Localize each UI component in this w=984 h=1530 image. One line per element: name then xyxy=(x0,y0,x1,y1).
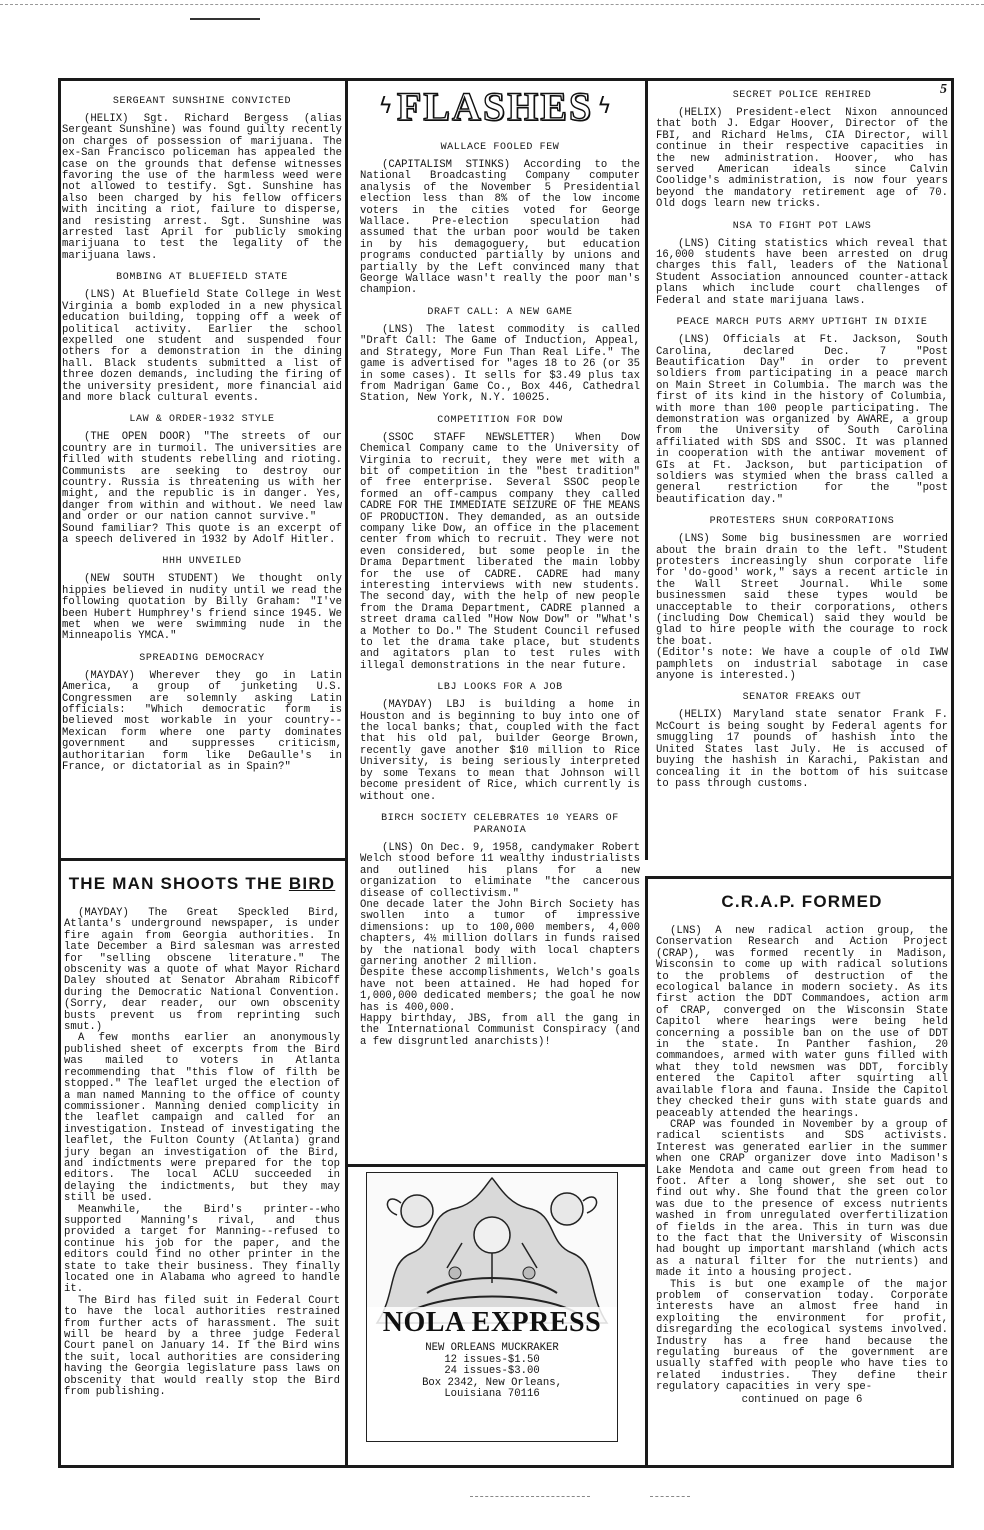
article-body: (NEW SOUTH STUDENT) We thought only hippies believed in nudity until we read the following quotation by Billy Graham: "I've been Hubert Humphrey's friend since 1945. We met when we were swimming nude in the Minneapolis YMCA." xyxy=(62,573,342,643)
column-divider-left xyxy=(345,80,348,860)
flashes-title: FLASHES xyxy=(396,83,594,129)
article-headline: HHH UNVEILED xyxy=(162,556,242,568)
article-protesters-shun xyxy=(656,516,948,682)
article-headline: NSA TO FIGHT POT LAWS xyxy=(732,220,872,232)
article-secret-police xyxy=(656,90,948,211)
crap-box-top xyxy=(645,876,953,879)
flashes-masthead xyxy=(352,84,638,128)
continued-note: continued on page 6 xyxy=(741,1393,863,1406)
article-headline: SERGEANT SUNSHINE CONVICTED xyxy=(112,96,292,107)
article-body: (LNS) On Dec. 9, 1958, candymaker Robert Welch stood before 11 wealthy industrialists and outlined his plans for a new organization to eliminate "the cancerous disease of collectivism." One decade later the John Birch Society has swollen into a tumor of impressive dimensions: up to 100,000 members, 4,000 chapters, 4½ million dollars in funds raised by the national body with local chapters garnering another 2 million. Despite these accomplishments, Welch's goals have not been attained. He had hoped for 1,000,000 dedicated members; the goal he now has is 400,000. Happy birthday, JBS, from all the gang in the International Communist Conspiracy (and a few disgruntled anarchists)! xyxy=(360,841,640,1048)
article-draft-call xyxy=(360,307,640,405)
article-headline: WALLACE FOOLED FEW xyxy=(440,142,560,153)
article-peace-march xyxy=(656,317,948,506)
article-headline: SECRET POLICE REHIRED xyxy=(732,90,872,101)
crap-story xyxy=(656,884,948,1466)
bird-paragraph: A few months earlier an anonymously published sheet of excerpts from the Bird was mailed to voters in Atlanta recommending that "this flow of filth be stopped." The leaflet urged the election of a man named Manning to the office of county commissioner. Manning denied complicity in the leaflet campaign and called for an investigation. Instead of investigating the leaflet, the Fulton County (Atlanta) grand jury began an investigation of the Bird, and indictments were prepared for the top editors. The local ACLU succeeded in delaying the indictments, but they may still be used. xyxy=(64,1032,340,1205)
article-body: (SSOC STAFF NEWSLETTER) When Dow Chemical Company came to the University of Virginia to recruit, they were met with a bit of competition in the "best tradition" of free enterprise. Several SSOC people formed an off-campus company they called CADRE FOR THE IMMEDIATE SEIZURE OF THE MEANS OF PRODUCTION. They demanded, as an outside company like Dow, an office in the placement center from which to recruit. They were not even considered, but some people in the Drama Department liberated the main lobby for the use of CADRE. CADRE had many interesting interviews with new students. The second day, with the help of new people from the Drama Department, CADRE planned a street drama called "How Now Dow" or "What's a Mother to Do." The Student Council refused to let the drama take place, but students and agitators plan to test rules with illegal demonstrations in the near future. xyxy=(360,431,640,672)
article-hhh-unveiled xyxy=(62,556,342,642)
article-body: (CAPITALISM STINKS) According to the National Broadcasting Company computer analysis of the November 5 Presidential election less than 8% of the low income voters in the cities voted for George Wallace. Pre-election speculation had assumed that the urban poor would be taken in by his demagoguery, but education programs conducted partially by unions and partially by the Left convinced many that George Wallace wasn't really the poor man's champion. xyxy=(360,159,640,297)
article-body: (LNS) Some big businessmen are worried about the brain drain to the left. "Student protesters increasingly shun corporate life for 'do-good' work," says a recent article in the Wall Street Journal. While some businessmen said these types would be unacceptable to their corporations, others (including Dow Chemical) said they would be glad to hire people with the courage to rock the boat. (Editor's note: We have a couple of old IWW pamphlets on industrial sabotage in case anyone is interested.) xyxy=(656,533,948,683)
article-senator-freaks xyxy=(656,692,948,790)
crap-story-headline: C.R.A.P. FORMED xyxy=(721,892,883,911)
article-headline: LBJ LOOKS FOR A JOB xyxy=(437,682,563,694)
article-sergeant-sunshine xyxy=(62,96,342,262)
left-column xyxy=(62,86,342,856)
article-headline: LAW & ORDER-1932 STYLE xyxy=(129,414,275,426)
nola-express-brand: NOLA EXPRESS xyxy=(367,1307,617,1339)
article-body: (HELIX) President-elect Nixon announced that both J. Edgar Hoover, Director of the FBI, and Richard Helms, CIA Director, will continue in their respective capacities in the new administration. Hoover, who has served American ideals since Calvin Coolidge's administration, is now four years beyond the mandatory retirement age of 70. Old dogs learn new tricks. xyxy=(656,107,948,211)
article-nsa-pot-laws xyxy=(656,221,948,307)
ad-address-line2: Louisiana 70116 xyxy=(444,1388,540,1401)
bird-headline-prefix: THE MAN SHOOTS THE xyxy=(68,874,289,893)
article-law-and-order xyxy=(62,414,342,546)
article-body: (THE OPEN DOOR) "The streets of our country are in turmoil. The universities are filled with students rebelling and rioting. Communists are seeking to destroy our country. Russia is threatening us with her might, and the republic is in danger. Yes, danger from within and without. We need law and order or our nation cannot survive." Sound familiar? This quote is an excerpt of a speech delivered in 1932 by Adolf Hitler. xyxy=(62,431,342,546)
article-body: (LNS) Officials at Ft. Jackson, South Carolina, declared Dec. 7 "Post Beautification Day" in order to prevent soldiers from participating in a peace march on Main Street in Columbia. The march was the first of its kind in the history of Columbia, with more than 100 people participating. The demonstration was organized by AWARE, a group from the University of South Carolina affiliated with SDS and SSOC. It was planned in cooperation with the antiwar movement of GIs at Ft. Jackson, but participation of soldiers was stymied when the brass called a general restriction for the "post beautification day." xyxy=(656,334,948,506)
bird-box-top xyxy=(60,858,346,861)
bottom-rule-1 xyxy=(470,1496,590,1497)
ad-price-12: 12 issues-$1.50 xyxy=(444,1353,540,1366)
article-wallace xyxy=(360,142,640,297)
article-headline: BIRCH SOCIETY CELEBRATES 10 YEARS OF PARANOIA xyxy=(381,812,619,836)
bird-box-right xyxy=(345,858,348,1468)
crap-box-left xyxy=(645,876,648,1468)
article-body: (MAYDAY) Wherever they go in Latin America, a group of junketing U.S. Congressmen are solemnly asking Latin officials: "Which democratic form is believed most workable in your country--Mexican form where one party dominates government and suppresses criticism, authoritarian form like DeGaulle's in France, or dictatorial as in Spain?" xyxy=(62,669,342,774)
article-headline: BOMBING AT BLUEFIELD STATE xyxy=(116,272,288,284)
bird-story-headline xyxy=(64,874,340,894)
ad-text xyxy=(367,1343,617,1401)
article-headline: PEACE MARCH PUTS ARMY UPTIGHT IN DIXIE xyxy=(676,317,928,329)
article-headline: SENATOR FREAKS OUT xyxy=(742,692,862,704)
article-body: (LNS) At Bluefield State College in West Virginia a bomb exploded in a new physical education building, topping off a week of political activity. Earlier the school expelled one student and suspended four others for a demonstration in the dining hall. Black students submitted a list of three dozen demands, including the firing of the university president, more financial aid and more black cultural events. xyxy=(62,289,342,404)
article-birch-society xyxy=(360,813,640,1048)
bird-headline-bird: BIRD xyxy=(288,874,336,893)
middle-column xyxy=(360,132,640,1162)
article-spreading-democracy xyxy=(62,653,342,774)
bird-story xyxy=(64,866,340,1466)
bird-paragraph: Meanwhile, the Bird's printer--who supported Manning's rival, and thus provided a target for Manning--refused to continue his job for the paper, and the editors could find no other printer in the state to take their business. They finally located one in Alabama who agreed to handle it. xyxy=(64,1203,340,1296)
scan-mark xyxy=(190,18,260,20)
article-body: (LNS) The latest commodity is called "Draft Call: The Game of Induction, Appeal, and Strategy, More Fun Than Real Life." The game is advertised for "ages 18 to 26 (or 35 in some cases). It sells for $3.49 plus tax from Madrigan Game Co., Box 446, Cathedral Station, New York, N.Y. 10025. xyxy=(360,323,640,405)
bird-paragraph: (MAYDAY) The Great Speckled Bird, Atlanta's underground newspaper, is under fire again from Georgia authorities. In late December a Bird salesman was arrested for "selling obscene literature." The obscenity was a quote of what Mayor Richard Daley shouted at Senator Abraham Ribicoff during the Democratic National Convention. (Sorry, dear reader, our own obscenity busts prevent us from reprinting such smut.) xyxy=(64,907,340,1034)
bird-paragraph: The Bird has filed suit in Federal Court to have the local authorities restrained from further acts of harassment. The suit will be heard by a three judge Federal Court panel on January 14. If the Bird wins the suit, local authorities are considering having the Georgia legislature pass laws on obscenity that would really stop the Bird from publishing. xyxy=(64,1294,340,1399)
article-headline: SPREADING DEMOCRACY xyxy=(139,652,265,664)
crap-paragraph: CRAP was founded in November by a group of radical scientists and SDS activists. Interest was generated earlier in the summer when one CRAP organizer dove into Madison's Lake Mendota and came out green from head to foot. After a long shower, she set out to find out why. She found that the green color was due to the presence of excess nutrients washed in from unregulated overfertilization of fields in the area. This in turn was due to the fact that the University of Wisconsin had bought up important marshland (which acts as a natural filter for the nutrients) and made it into a housing project. xyxy=(656,1118,948,1280)
ad-price-24: 24 issues-$3.00 xyxy=(444,1365,540,1378)
nola-express-ad xyxy=(366,1172,618,1442)
right-column xyxy=(656,80,948,872)
top-rule xyxy=(0,4,984,5)
crap-paragraph: (LNS) A new radical action group, the Conservation Research and Action Project (CRAP), was formed recently in Madison, Wisconsin to come up with radical solutions to the problems of destruction of the ecological balance in modern society. As its first action the DDT Commandoes, action arm of CRAP, converged on the Wisconsin State Capitol where hearings were being held concerning a possible ban on the use of DDT in the state. In Panther fashion, 20 commandoes, armed with water guns filled with what they told newsmen was DDT, forcibly entered the Capitol after squirting all available flora and fauna. Inside the Capitol they checked their guns with state guards and peaceably attended the hearings. xyxy=(656,925,948,1120)
article-bluefield-bombing xyxy=(62,272,342,404)
ad-address-line1: Box 2342, New Orleans, xyxy=(422,1376,562,1389)
article-body: (HELIX) Maryland state senator Frank F. McCourt is being sought by Federal agents for smuggling 17 pounds of hashish into the United States last July. He is accused of buying the hashish in Karachi, Pakistan and concealing it in the bottom of his suitcase to pass through customs. xyxy=(656,709,948,790)
article-lbj-job xyxy=(360,682,640,803)
ad-tagline: NEW ORLEANS MUCKRAKER xyxy=(425,1342,559,1354)
lightning-left-icon: ϟ xyxy=(378,93,393,119)
article-competition-for-dow xyxy=(360,415,640,673)
article-body: (MAYDAY) LBJ is building a home in Houston and is beginning to buy into one of the local banks; that, coupled with the fact that his old pal, builder George Brown, recently gave another $10 million to Rice University, is being seriously interpreted by some Texans to mean that Johnson will become president of Rice, which currently is without one. xyxy=(360,699,640,803)
column-divider-right xyxy=(645,80,648,860)
mid-box-bottom xyxy=(345,1164,645,1167)
crap-paragraph: This is but one example of the major problem of conservation today. Corporate interests have an almost free hand in exploiting the environment for profit, disregarding the ecological systems involved. Industry has a free hand because the regulating bureaus of the government are usually staffed with people who have ties to related industries. They define their regulatory capacities in very spe- xyxy=(656,1278,948,1394)
article-body: (LNS) Citing statistics which reveal that 16,000 students have been arrested on drug charges this fall, leaders of the National Student Association announced counter-attack plans which include court challenges of Federal and state marijuana laws. xyxy=(656,237,948,307)
article-headline: COMPETITION FOR DOW xyxy=(437,414,563,426)
article-body: (HELIX) Sgt. Richard Bergess (alias Sergeant Sunshine) was found guilty recently on charges of possession of marijuana. The ex-San Francisco policeman has appealed the case on the grounds that defense witnesses favoring the use of the harmless weed were not allowed to testify. Sgt. Sunshine has also been charged by his fellow officers with inciting a riot, failure to disperse, and resisting arrest. Sgt. Sunshine was arrested last April for publicly smoking marijuana to test the legality of the marijuana laws. xyxy=(62,113,342,262)
article-headline: DRAFT CALL: A NEW GAME xyxy=(427,306,573,318)
lightning-right-icon: ϟ xyxy=(597,93,612,119)
bottom-rule-2 xyxy=(650,1496,690,1497)
page-number: 5 xyxy=(940,82,947,97)
article-headline: PROTESTERS SHUN CORPORATIONS xyxy=(709,516,895,528)
